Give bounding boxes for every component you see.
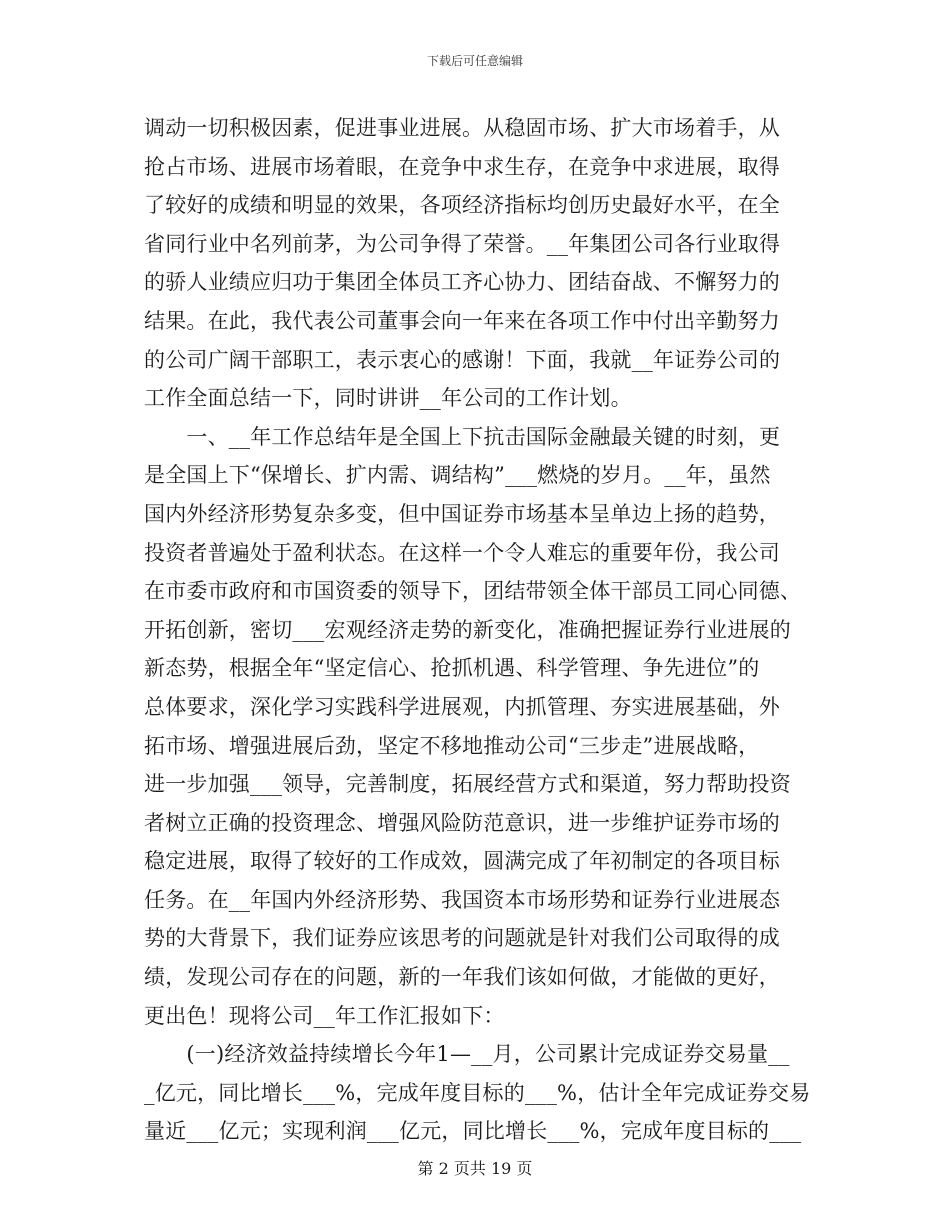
text-line: 进一步加强___领导，完善制度，拓展经营方式和渠道，努力帮助投资 xyxy=(144,772,791,797)
text-line: 量近___亿元；实现利润___亿元，同比增长___%，完成年度目标的___ xyxy=(144,1119,802,1144)
text-line: (一)经济效益持续增长今年1—__月，公司累计完成证券交易量__ xyxy=(144,1042,790,1067)
text-line: 新态势，根据全年“坚定信心、抢抓机遇、科学管理、争先进位”的 xyxy=(144,656,760,681)
text-line: 调动一切积极因素，促进事业进展。从稳固市场、扩大市场着手，从 xyxy=(144,116,780,140)
text-line: 在市委市政府和市国资委的领导下，团结带领全体干部员工同心同德、 xyxy=(144,579,802,604)
text-line: 绩，发现公司存在的问题，新的一年我们该如何做，才能做的更好， xyxy=(144,965,780,990)
text-line: 是全国上下“保增长、扩内需、调结构”___燃烧的岁月。__年，虽然 xyxy=(144,463,771,488)
text-line: 一、__年工作总结年是全国上下抗击国际金融最关键的时刻，更 xyxy=(144,424,781,449)
text-line: 总体要求，深化学习实践科学进展观，内抓管理、夯实进展基础，外 xyxy=(144,694,780,719)
text-line: 了较好的成绩和明显的效果，各项经济指标均创历史最好水平，在全 xyxy=(144,193,780,218)
page-number: 第 2 页共 19 页 xyxy=(417,1159,533,1178)
text-line: 更出色！现将公司__年工作汇报如下： xyxy=(144,1003,505,1028)
text-line: _亿元，同比增长___%，完成年度目标的___%，估计全年完成证券交易 xyxy=(144,1080,811,1105)
text-line: 势的大背景下，我们证券应该思考的问题就是针对我们公司取得的成 xyxy=(144,926,780,951)
text-line: 的骄人业绩应归功于集团全体员工齐心协力、团结奋战、不懈努力的 xyxy=(144,270,780,295)
body-text xyxy=(144,109,811,1151)
text-line: 省同行业中名列前茅，为公司争得了荣誉。__年集团公司各行业取得 xyxy=(144,231,781,256)
text-line: 稳定进展，取得了较好的工作成效，圆满完成了年初制定的各项目标 xyxy=(144,849,780,874)
text-line: 拓市场、增强进展后劲，坚定不移地推动公司“三步走”进展战略， xyxy=(144,733,760,758)
text-line: 投资者普遍处于盈利状态。在这样一个令人难忘的重要年份，我公司 xyxy=(144,540,780,565)
text-line: 开拓创新，密切___宏观经济走势的新变化，准确把握证券行业进展的 xyxy=(144,617,791,642)
text-line: 任务。在__年国内外经济形势、我国资本市场形势和证券行业进展态 xyxy=(144,887,781,912)
page-header: 下载后可任意编辑 xyxy=(426,54,523,68)
text-line: 者树立正确的投资理念、增强风险防范意识，进一步维护证券市场的 xyxy=(144,810,780,835)
text-line: 的公司广阔干部职工，表示衷心的感谢！下面，我就__年证券公司的 xyxy=(144,347,781,372)
text-line: 抢占市场、进展市场着眼，在竞争中求生存，在竞争中求进展，取得 xyxy=(144,154,780,179)
text-line: 国内外经济形势复杂多变，但中国证券市场基本呈单边上扬的趋势， xyxy=(144,501,780,526)
text-line: 工作全面总结一下，同时讲讲__年公司的工作计划。 xyxy=(144,386,632,411)
text-line: 结果。在此，我代表公司董事会向一年来在各项工作中付出辛勤努力 xyxy=(144,308,780,333)
